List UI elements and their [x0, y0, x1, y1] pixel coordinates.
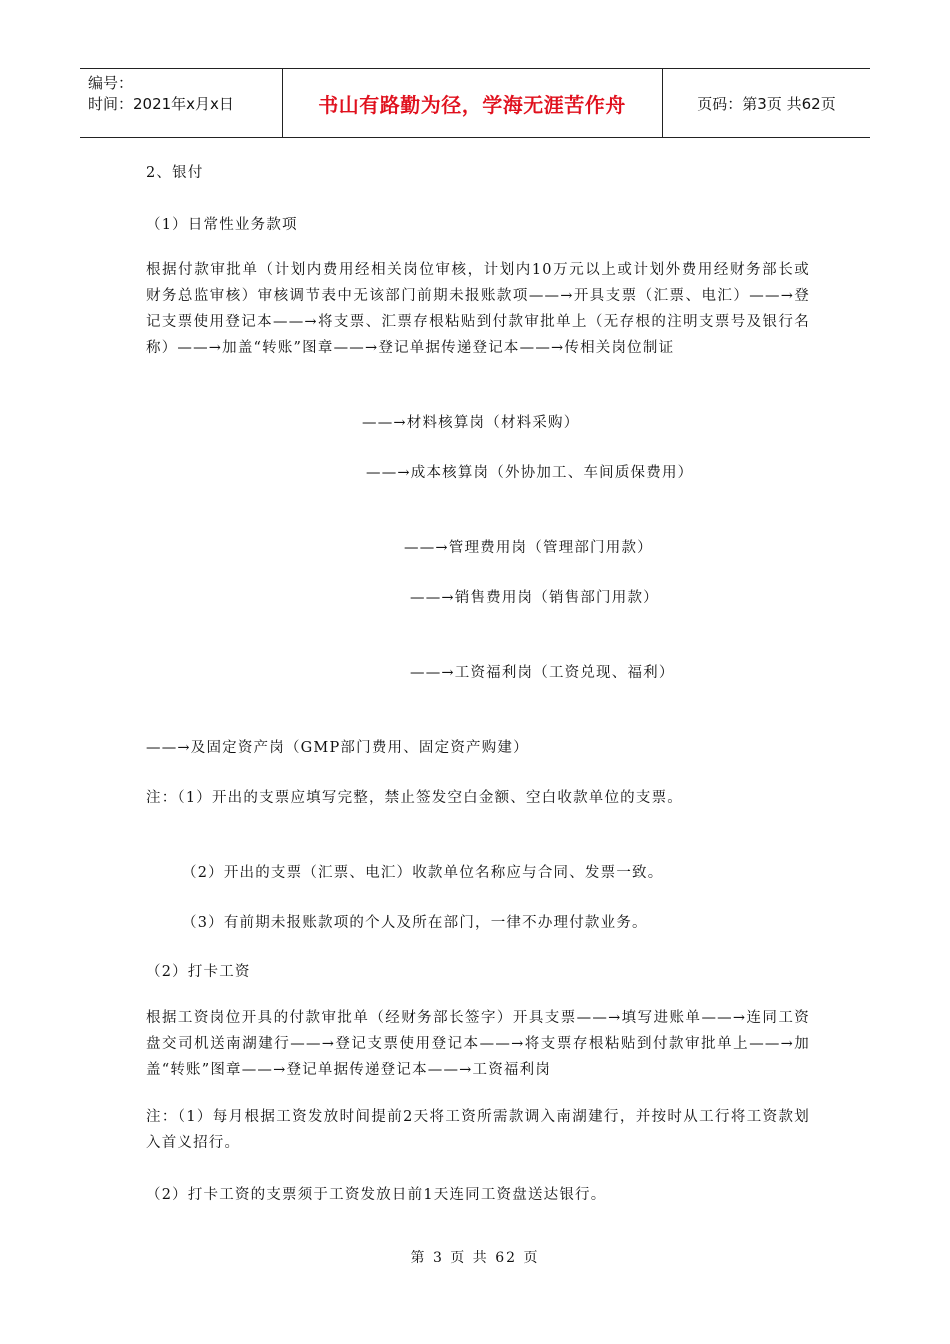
date-label: 时间：2021年x月x日	[88, 95, 234, 113]
flow-item: ——→材料核算岗（材料采购）	[362, 415, 580, 431]
subsection-title: （1）日常性业务款项	[146, 217, 298, 233]
header-page-info: 页码：第3页 共62页	[697, 95, 836, 113]
flow-item: ——→管理费用岗（管理部门用款）	[404, 540, 653, 556]
section-title: 2、银付	[146, 165, 204, 181]
flow-item: ——→成本核算岗（外协加工、车间质保费用）	[366, 465, 694, 481]
number-label: 编号：	[88, 74, 134, 92]
paragraph: 根据付款审批单（计划内费用经相关岗位审核，计划内10万元以上或计划外费用经财务部长或财务总监审核）审核调节表中无该部门前期未报账款项——→开具支票（汇票、电汇）——→登记支票使用登记本——→将支票、汇票存根粘贴到付款审批单上（无存根的注明支票号及银行名称）——→加盖“转账”图章——→登记单据传递登记本——→传相关岗位制证	[146, 262, 810, 356]
header-motto: 书山有路勤为径，学海无涯苦作舟	[318, 93, 626, 117]
flow-item: ——→及固定资产岗（GMP部门费用、固定资产购建）	[146, 740, 529, 756]
flow-item: ——→销售费用岗（销售部门用款）	[410, 590, 659, 606]
note: 注：（1）每月根据工资发放时间提前2天将工资所需款调入南湖建行，并按时从工行将工资款划入首义招行。	[146, 1109, 810, 1151]
paragraph: 根据工资岗位开具的付款审批单（经财务部长签字）开具支票——→填写进账单——→连同工资盘交司机送南湖建行——→登记支票使用登记本——→将支票存根粘贴到付款审批单上——→加盖“转账”图章——→登记单据传递登记本——→工资福利岗	[146, 1010, 810, 1078]
subsection-title: （2）打卡工资	[146, 964, 251, 980]
header-meta	[88, 73, 234, 115]
page-header	[80, 68, 870, 138]
note: （2）打卡工资的支票须于工资发放日前1天连同工资盘送达银行。	[146, 1187, 607, 1203]
flow-item: ——→工资福利岗（工资兑现、福利）	[410, 665, 675, 681]
note: （2）开出的支票（汇票、电汇）收款单位名称应与合同、发票一致。	[182, 865, 664, 881]
note: （3）有前期未报账款项的个人及所在部门，一律不办理付款业务。	[182, 915, 648, 931]
note: 注：（1）开出的支票应填写完整，禁止签发空白金额、空白收款单位的支票。	[146, 790, 683, 806]
page-footer: 第 3 页 共 62 页	[410, 1250, 540, 1266]
